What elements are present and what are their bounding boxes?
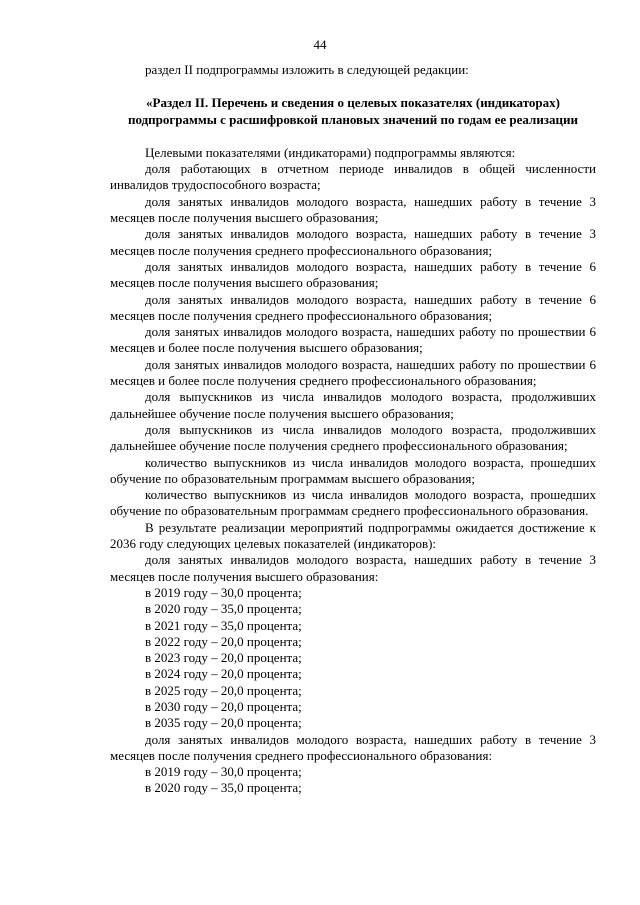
- indicators-intro: Целевыми показателями (индикаторами) подпрограммы являются:: [145, 144, 516, 160]
- indicator-item: количество выпускников из числа инвалидов молодого возраста, прошедших обучение по образовательным программам высшего образования;: [110, 454, 596, 486]
- page-number: 44: [313, 37, 327, 52]
- target-value: в 2022 году – 20,0 процента;: [145, 633, 302, 649]
- target-values-list: [110, 764, 596, 797]
- target-value: в 2030 году – 20,0 процента;: [145, 698, 302, 714]
- expected-results-intro: В результате реализации мероприятий подпрограммы ожидается достижение к 2036 году следующих целевых показателей (индикаторов):: [110, 519, 596, 552]
- target-group: [110, 732, 596, 797]
- target-value: в 2025 году – 20,0 процента;: [145, 682, 302, 698]
- indicator-item: доля занятых инвалидов молодого возраста, нашедших работу по прошествии 6 месяцев и более после получения среднего профессионального образования;: [110, 356, 596, 389]
- indicator-item: количество выпускников из числа инвалидов молодого возраста, прошедших обучение по образовательным программам среднего профессионального образования.: [110, 487, 596, 519]
- target-values-list: [110, 585, 596, 732]
- indicators-list: [110, 161, 596, 520]
- indicator-item: доля занятых инвалидов молодого возраста, нашедших работу по прошествии 6 месяцев и более после получения высшего образования;: [110, 324, 596, 356]
- indicator-item: доля работающих в отчетном периоде инвалидов в общей численности инвалидов трудоспособного возраста;: [110, 161, 596, 193]
- target-value: в 2024 году – 20,0 процента;: [145, 666, 302, 682]
- target-value: в 2035 году – 20,0 процента;: [145, 715, 302, 731]
- section-heading-line-1: «Раздел II. Перечень и сведения о целевых показателях (индикаторах): [146, 95, 560, 111]
- intro-paragraph: раздел II подпрограммы изложить в следующей редакции:: [145, 62, 469, 77]
- target-value: в 2019 году – 30,0 процента;: [145, 764, 302, 780]
- section-heading-line-2: подпрограммы с расшифровкой плановых значений по годам ее реализации: [127, 111, 579, 127]
- target-label: доля занятых инвалидов молодого возраста, нашедших работу в течение 3 месяцев после получения высшего образования:: [110, 552, 596, 584]
- target-value: в 2020 году – 35,0 процента;: [145, 780, 302, 796]
- indicator-item: доля занятых инвалидов молодого возраста, нашедших работу в течение 3 месяцев после получения высшего образования;: [110, 193, 596, 226]
- target-label: доля занятых инвалидов молодого возраста, нашедших работу в течение 3 месяцев после получения среднего профессионального образования:: [110, 731, 596, 763]
- indicator-item: доля занятых инвалидов молодого возраста, нашедших работу в течение 6 месяцев после получения среднего профессионального образования;: [110, 291, 596, 323]
- indicator-item: доля занятых инвалидов молодого возраста, нашедших работу в течение 6 месяцев после получения высшего образования;: [110, 258, 596, 291]
- document-body: [110, 62, 596, 797]
- target-value: в 2019 году – 30,0 процента;: [145, 584, 302, 600]
- indicator-item: доля выпускников из числа инвалидов молодого возраста, продолживших дальнейшее обучение после получения среднего профессионального образования;: [110, 421, 596, 454]
- indicator-item: доля выпускников из числа инвалидов молодого возраста, продолживших дальнейшее обучение после получения высшего образования;: [110, 389, 596, 421]
- target-value: в 2020 году – 35,0 процента;: [145, 601, 302, 617]
- target-group: [110, 552, 596, 731]
- target-value: в 2023 году – 20,0 процента;: [145, 650, 302, 666]
- section-heading: [110, 95, 596, 128]
- target-value: в 2021 году – 35,0 процента;: [145, 617, 302, 633]
- indicator-item: доля занятых инвалидов молодого возраста, нашедших работу в течение 3 месяцев после получения среднего профессионального образования;: [110, 226, 596, 258]
